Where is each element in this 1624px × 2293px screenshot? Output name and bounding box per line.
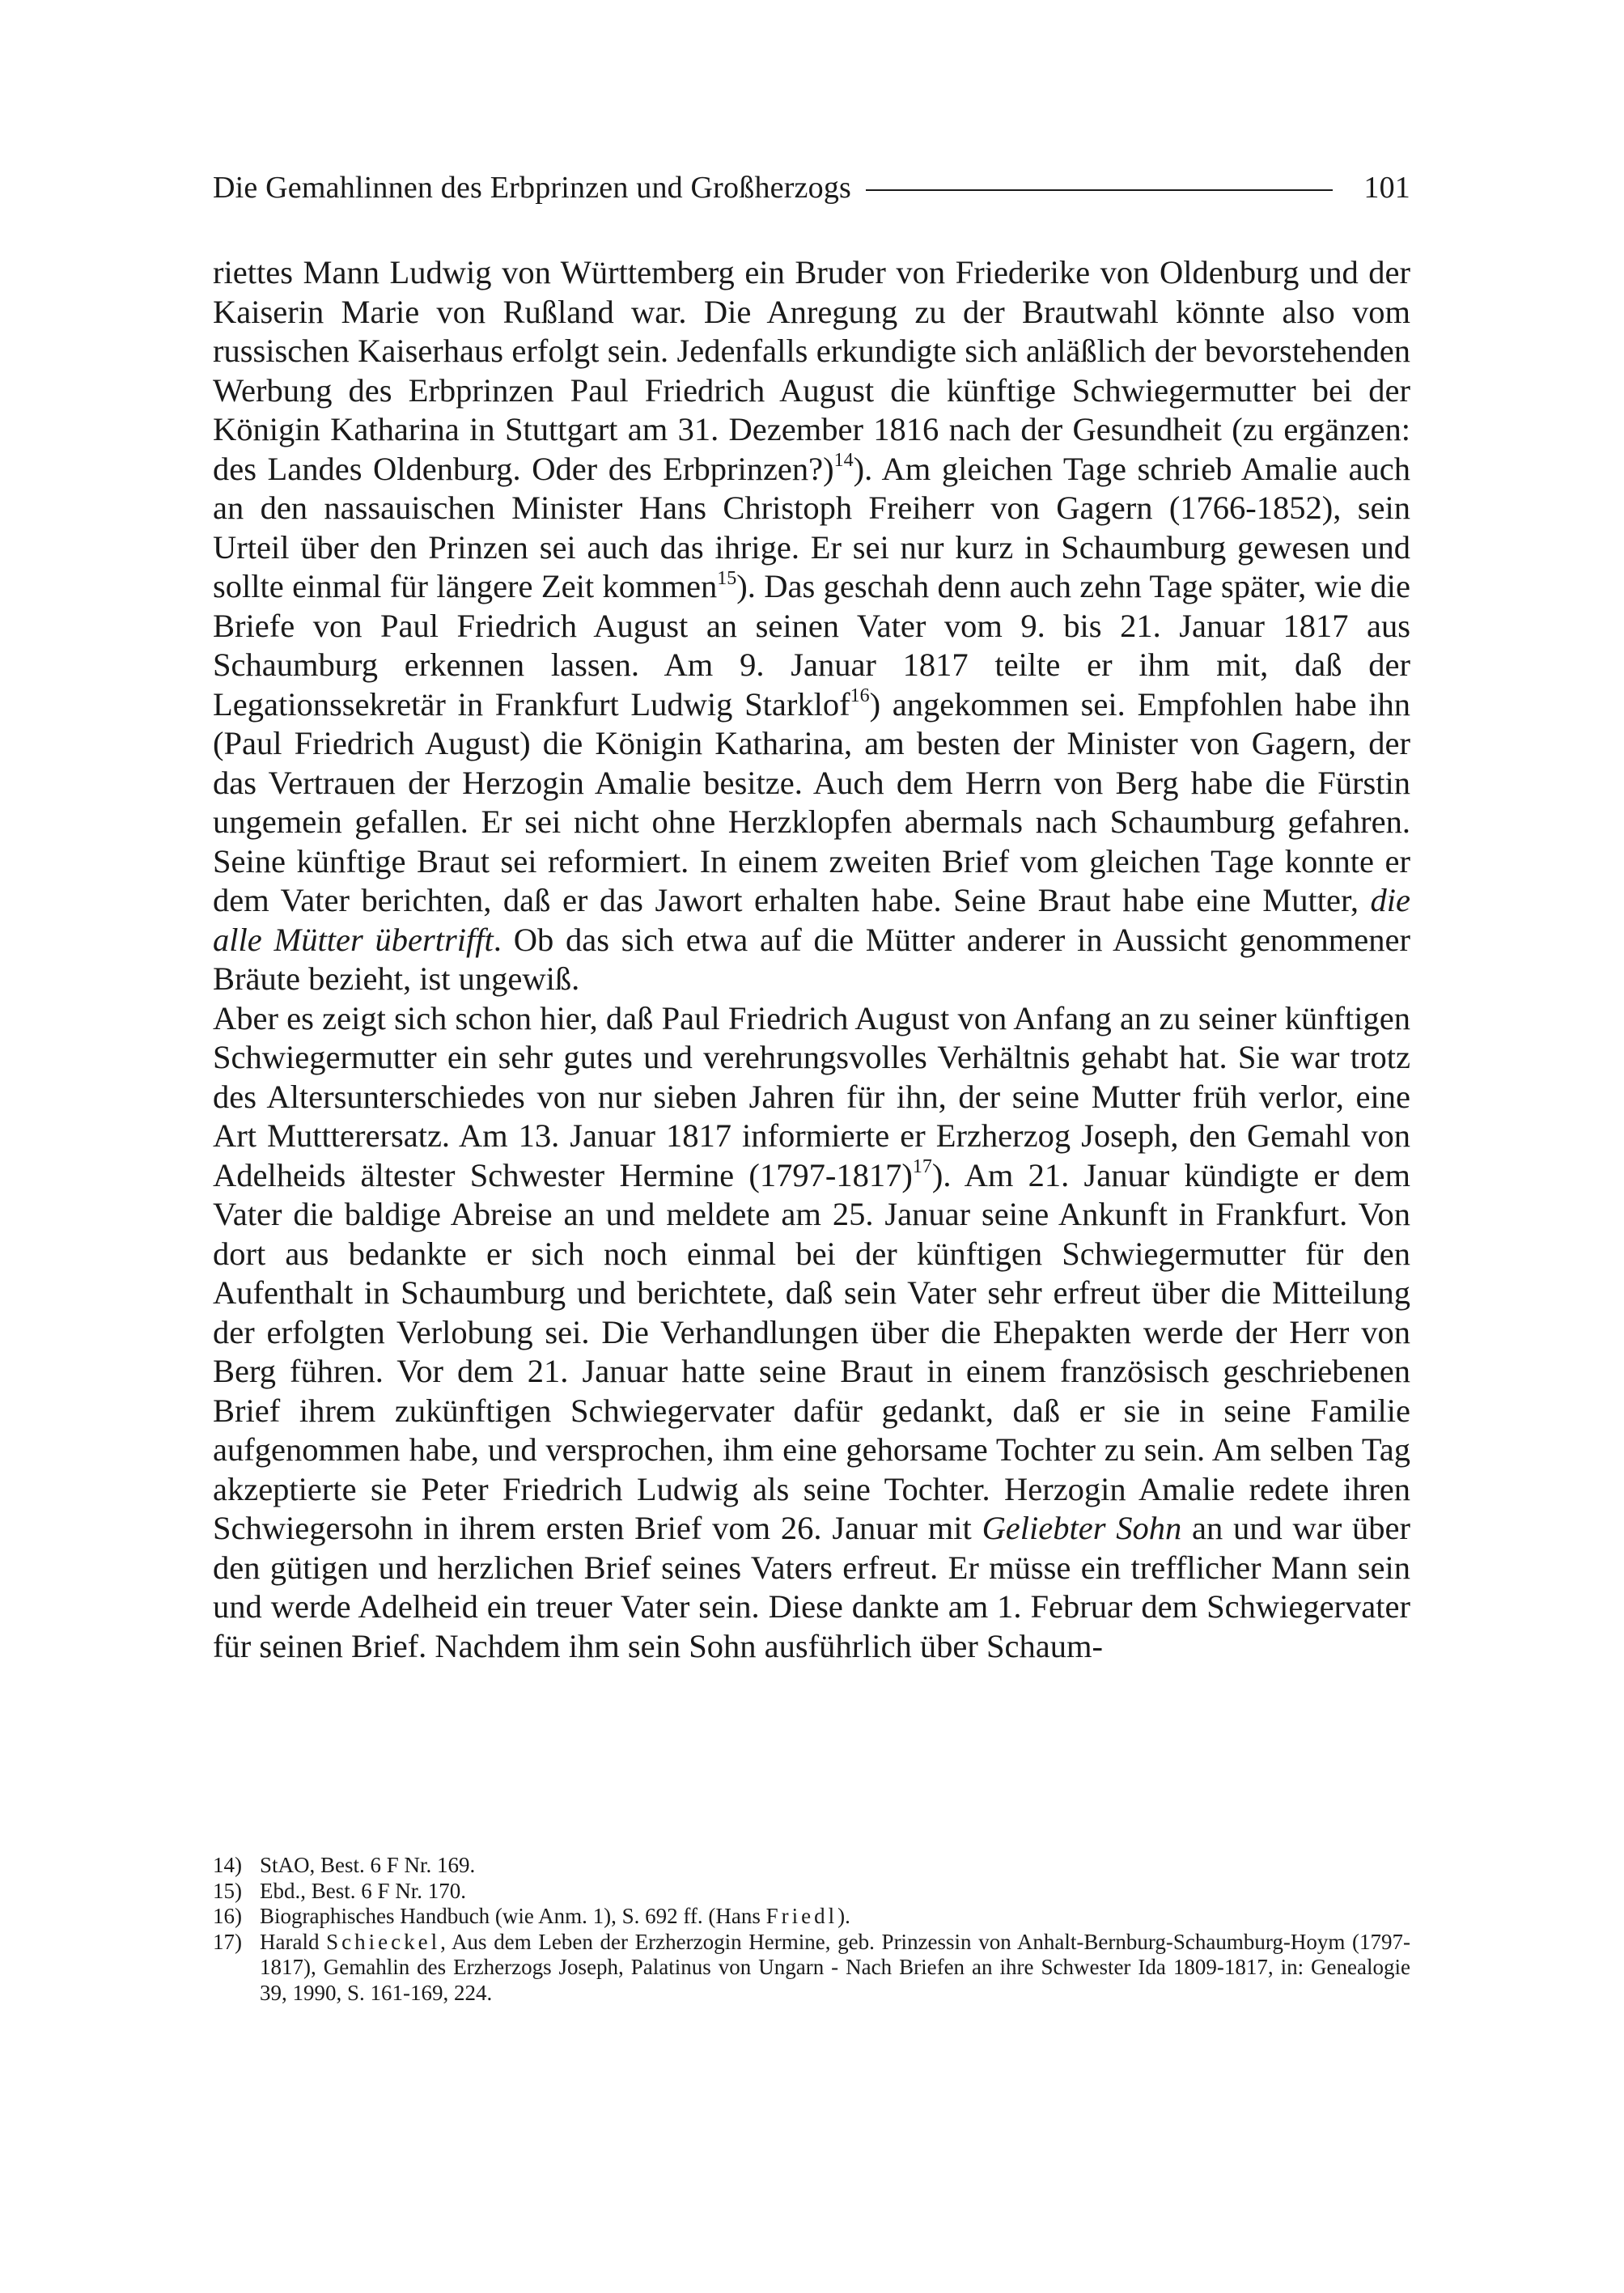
text-span: an und war über den gütigen und herzlichen Brief seines Vaters erfreut. Er müsse ein trefflicher Mann sein und werde Adelheid ein treuer Vater sein. Diese dankte am 1. Februar dem Schwiegervater für seinen Brief. Nachdem ihm sein Sohn ausführlich über Schaum- — [213, 1510, 1410, 1664]
footnote-ref-17: 17 — [912, 1156, 932, 1177]
text-span: ). Am 21. Januar kündigte er dem Vater die baldige Abreise an und meldete am 25. Januar seine Ankunft in Frankfurt. Von dort aus bedankte er sich noch einmal bei der künftigen Schwiegermutter für den Aufenthalt in Schaumburg und berichtete, daß sein Vater sehr erfreut über die Mitteilung der erfolgten Verlobung sei. Die Verhandlungen über die Ehepakten werde der Herr von Berg führen. Vor dem 21. Januar hatte seine Braut in einem französisch geschriebenen Brief ihrem zukünftigen Schwiegervater dafür gedankt, daß er sie in seine Familie aufgenommen habe, und versprochen, ihm eine gehorsame Tochter zu sein. Am selben Tag akzeptierte sie Peter Friedrich Ludwig als seine Tochter. Herzogin Amalie redete ihren Schwiegersohn in ihrem ersten Brief vom 26. Januar mit — [213, 1156, 1411, 1546]
text-span: ). Das geschah denn auch zehn Tage später, wie die Briefe von Paul Friedrich August an seinen Vater vom 9. bis 21. Januar 1817 aus Schaumburg erkennen lassen. Am 9. Januar 1817 teilte er ihm mit, daß der Legationssekretär in Frankfurt Ludwig Starklof — [213, 568, 1410, 723]
footnote-number: 14) — [213, 1853, 242, 1877]
footnote-ref-14: 14 — [833, 450, 854, 471]
paragraph-1 — [213, 253, 1410, 999]
body-text — [213, 253, 1410, 1666]
text-span: riettes Mann Ludwig von Württemberg ein Bruder von Friederike von Oldenburg und der Kaiserin Marie von Rußland war. Die Anregung zu der Brautwahl könnte also vom russischen Kaiserhaus erfolgt sein. Jedenfalls erkundigte sich anläßlich der bevorstehenden Werbung des Erbprinzen Paul Friedrich August die künftige Schwiegermutter bei der Königin Katharina in Stuttgart am 31. Dezember 1816 nach der Gesundheit (zu ergänzen: des Landes Oldenburg. Oder des Erbprinzen?) — [213, 254, 1410, 487]
author-name-spaced: Schieckel — [326, 1929, 441, 1954]
footnote-text — [260, 1930, 1410, 2007]
footnote-ref-15: 15 — [717, 567, 737, 589]
footnote-14 — [213, 1853, 1410, 1879]
footnote-number: 16) — [213, 1904, 242, 1928]
footnote-text-part: ). — [837, 1904, 850, 1928]
footnote-15 — [213, 1879, 1410, 1905]
footnote-16 — [213, 1904, 1410, 1930]
footnote-text-part: Harald — [260, 1929, 327, 1954]
paragraph-2 — [213, 999, 1410, 1667]
italic-quote: die alle Mütter übertrifft — [213, 882, 1410, 958]
footnote-ref-16: 16 — [850, 685, 870, 706]
running-head-rule — [866, 189, 1333, 191]
footnote-number: 15) — [213, 1878, 242, 1903]
footnote-number: 17) — [213, 1929, 242, 1954]
footnote-17 — [213, 1930, 1410, 2007]
text-span: Aber es zeigt sich schon hier, daß Paul Friedrich August von Anfang an zu seiner künftigen Schwiegermutter ein sehr gutes und verehrungsvolles Verhältnis gehabt hat. Sie war trotz des Altersunterschiedes von nur sieben Jahren für ihn, der seine Mutter früh verlor, eine Art Muttterersatz. Am 13. Januar 1817 informierte er Erzherzog Joseph, den Gemahl von Adelheids ältester Schwester Hermine (1797-1817) — [213, 999, 1410, 1193]
footnote-text-part: , Aus dem Leben der Erzherzogin Hermine, geb. Prinzessin von Anhalt-Bernburg-Schaumburg-Hoym (1797-1817), Gemahlin des Erzherzogs Joseph, Palatinus von Ungarn - Nach Briefen an ihre Schwester Ida 1809-1817, in: Genealogie 39, 1990, S. 161-169, 224. — [260, 1929, 1410, 2005]
italic-quote: Geliebter Sohn — [982, 1510, 1182, 1546]
author-name-spaced: Friedl — [765, 1904, 838, 1928]
footnote-text: StAO, Best. 6 F Nr. 169. — [260, 1853, 476, 1877]
footnote-text — [260, 1904, 1410, 1930]
page-number: 101 — [1363, 171, 1410, 205]
text-span: . Ob das sich etwa auf die Mütter anderer in Aussicht genommener Bräute bezieht, ist ungewiß. — [213, 921, 1410, 997]
text-span: ). Am gleichen Tage schrieb Amalie auch an den nassauischen Minister Hans Christoph Freiherr von Gagern (1766-1852), sein Urteil über den Prinzen sei auch das ihrige. Er sei nur kurz in Schaumburg gewesen und sollte einmal für längere Zeit kommen — [213, 450, 1410, 604]
footnote-text-part: Biographisches Handbuch (wie Anm. 1), S. 692 ff. (Hans — [260, 1904, 766, 1928]
running-head-title: Die Gemahlinnen des Erbprinzen und Großherzogs — [213, 171, 852, 205]
footnote-text: Ebd., Best. 6 F Nr. 170. — [260, 1878, 467, 1903]
text-span: ) angekommen sei. Empfohlen habe ihn (Paul Friedrich August) die Königin Katharina, am besten der Minister von Gagern, der das Vertrauen der Herzogin Amalie besitze. Auch dem Herrn von Berg habe die Fürstin ungemein gefallen. Er sei nicht ohne Herzklopfen abermals nach Schaumburg gefahren. Seine künftige Braut sei reformiert. In einem zweiten Brief vom gleichen Tage konnte er dem Vater berichten, daß er das Jawort erhalten habe. Seine Braut habe eine Mutter, — [213, 685, 1410, 918]
footnotes — [213, 1853, 1410, 2006]
running-head — [213, 163, 1410, 212]
